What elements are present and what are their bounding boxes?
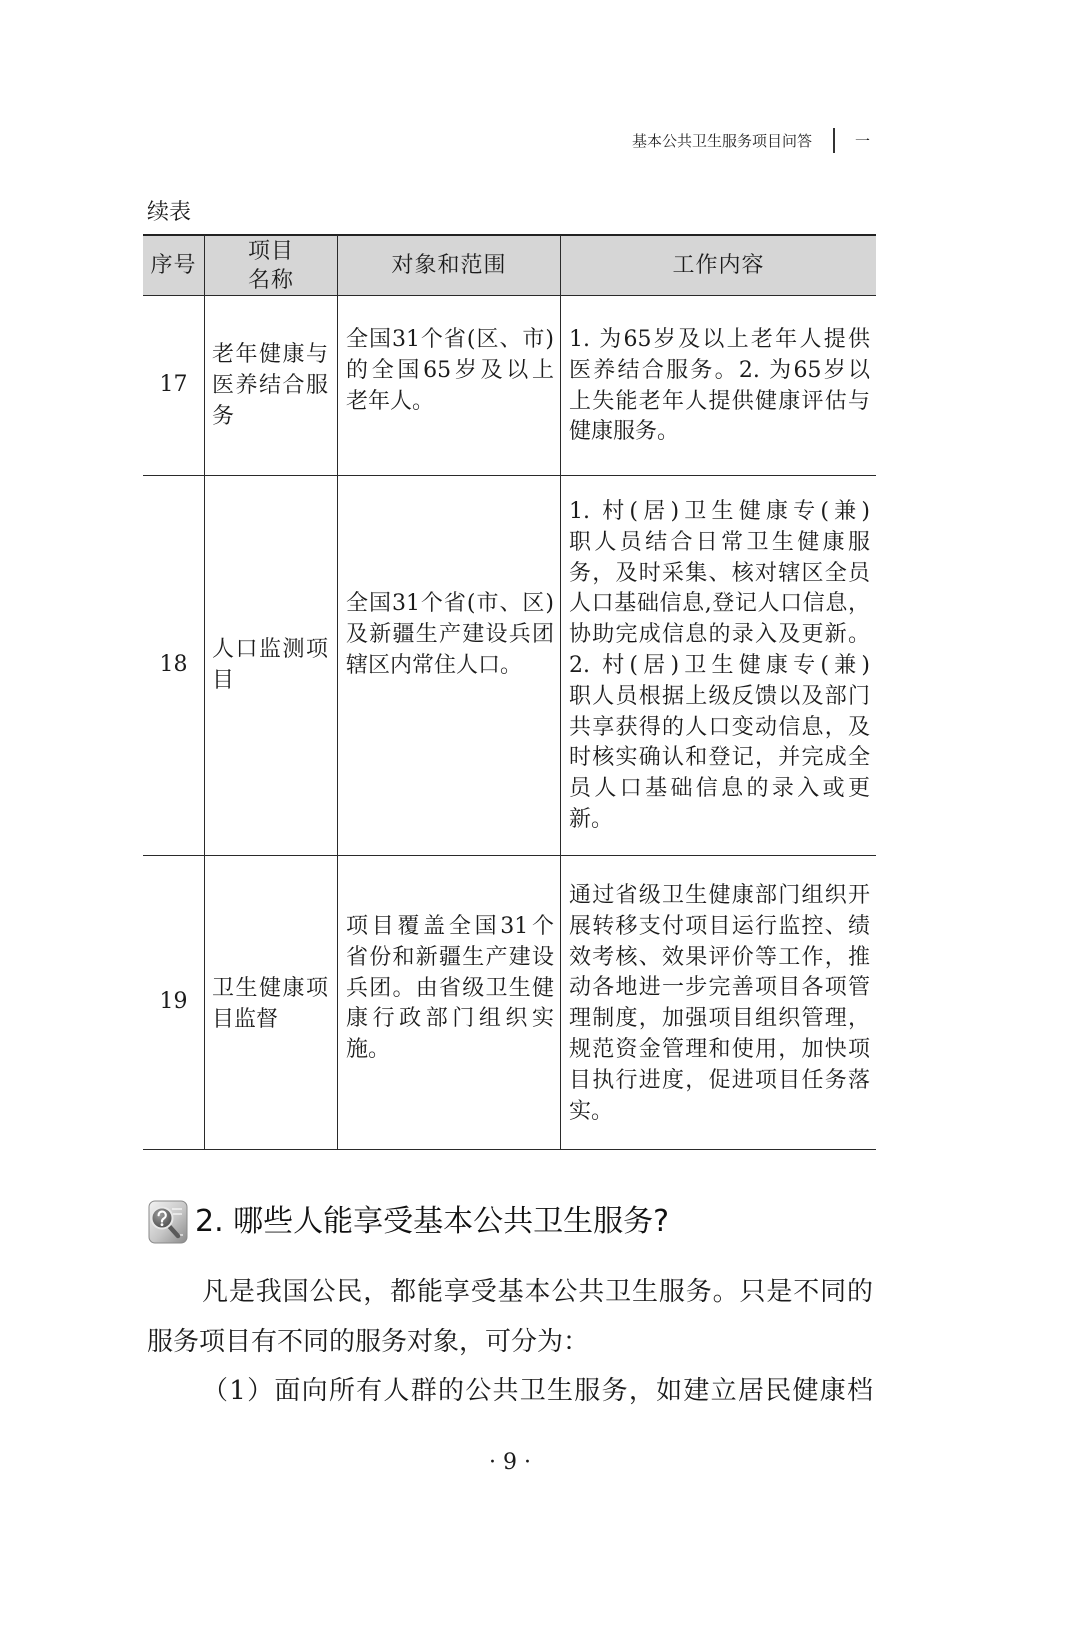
work-line: 1. 村(居)卫生健康专(兼) (569, 499, 870, 524)
body-line: 服务项目有不同的服务对象，可分为： (147, 1326, 590, 1357)
scope-line: 及新疆生产建设兵团 (346, 621, 554, 647)
work-line: 1. 为65岁及以上老年人提供 (569, 327, 870, 352)
work-line: 时核实确认和登记，并完成全 (569, 745, 870, 771)
work-line: 协助完成信息的录入及更新。 (569, 622, 870, 648)
body-line: 凡是我国公民，都能享受基本公共卫生服务。只是不同的 (202, 1277, 873, 1307)
question-magnifier-icon-graphic (145, 1198, 191, 1246)
work-line: 职人员结合日常卫生健康服 (569, 529, 870, 555)
project-name-line: 目监督 (212, 1006, 279, 1032)
row-number-cell (143, 476, 205, 856)
project-name-line: 务 (212, 403, 235, 429)
section-heading (145, 1198, 705, 1246)
body-paragraph (147, 1268, 873, 1417)
header-no (143, 234, 205, 296)
project-name-cell (205, 476, 338, 856)
header-name-line: 名称 (247, 267, 294, 293)
header-name-line: 项目 (247, 238, 294, 264)
scope-line: 项目覆盖全国31个 (346, 914, 554, 939)
work-line: 医养结合服务。2. 为65岁以 (569, 357, 870, 383)
body-line: （1）面向所有人群的公共卫生服务，如建立居民健康档 (202, 1376, 873, 1406)
row-number: 18 (159, 652, 188, 678)
project-name-line: 医养结合服 (212, 372, 328, 398)
work-line: 健康服务。 (569, 419, 680, 445)
project-name-cell (205, 296, 338, 476)
scope-line: 的全国65岁及以上 (346, 357, 554, 383)
scope-cell (338, 476, 561, 856)
work-content-cell (561, 856, 876, 1150)
work-content-cell (561, 296, 876, 476)
work-line: 人口基础信息,登记人口信息， (569, 591, 870, 617)
work-line: 实。 (569, 1098, 614, 1124)
scope-line: 全国31个省(市、区) (346, 591, 554, 616)
project-name-line: 目 (212, 667, 235, 693)
table-body (143, 296, 876, 1150)
scope-line: 全国31个省(区、市) (346, 327, 554, 352)
work-line: 通过省级卫生健康部门组织开 (569, 883, 870, 908)
table-row (143, 296, 876, 476)
scope-cell (338, 296, 561, 476)
section-heading-title: 2. 哪些人能享受基本公共卫生服务? (195, 1204, 670, 1239)
scope-line: 康行政部门组织实 (346, 1006, 554, 1032)
work-line: 目执行进度，促进项目任务落 (569, 1067, 870, 1093)
page-number: · 9 · (489, 1450, 531, 1475)
header-no-label: 序号 (150, 253, 197, 278)
work-line: 理制度，加强项目组织管理， (569, 1006, 870, 1032)
scope-line: 辖区内常住人口。 (346, 652, 523, 678)
table-header (143, 234, 876, 296)
row-number-cell (143, 296, 205, 476)
work-line: 效考核、效果评价等工作，推 (569, 944, 870, 970)
work-line: 展转移支付项目运行监控、绩 (569, 913, 870, 939)
table-row (143, 856, 876, 1150)
row-number: 19 (159, 989, 188, 1015)
scope-cell (338, 856, 561, 1150)
work-line: 规范资金管理和使用，加快项 (569, 1036, 870, 1062)
running-head-title: 基本公共卫生服务项目问答 (632, 132, 813, 150)
scope-line: 施。 (346, 1037, 391, 1063)
header-scope-label: 对象和范围 (391, 253, 507, 278)
work-line: 职人员根据上级反馈以及部门 (569, 683, 870, 709)
table-caption: 续表 (147, 200, 192, 225)
project-name-line: 老年健康与 (212, 342, 328, 367)
project-name-line: 人口监测项 (212, 637, 328, 662)
header-name (205, 234, 338, 296)
question-magnifier-icon (145, 1198, 191, 1246)
scope-line: 兵团。由省级卫生健 (346, 975, 554, 1001)
running-head-divider (833, 128, 835, 153)
work-line: 新。 (569, 806, 614, 832)
header-work-label: 工作内容 (672, 253, 765, 278)
running-head (632, 128, 882, 154)
project-name-line: 卫生健康项 (212, 976, 328, 1001)
header-scope (338, 234, 561, 296)
work-line: 动各地进一步完善项目各项管 (569, 975, 870, 1001)
header-work (561, 234, 876, 296)
work-line: 2. 村(居)卫生健康专(兼) (569, 652, 870, 678)
running-head-chapter-mark: 一 (855, 132, 871, 150)
scope-line: 省份和新疆生产建设 (346, 944, 554, 970)
table-header-row (143, 234, 876, 296)
project-name-cell (205, 856, 338, 1150)
row-number-cell (143, 856, 205, 1150)
scope-line: 老年人。 (346, 388, 435, 414)
table-row (143, 476, 876, 856)
work-line: 上失能老年人提供健康评估与 (569, 388, 870, 414)
project-table (143, 234, 876, 1150)
work-line: 务，及时采集、核对辖区全员 (569, 560, 870, 586)
row-number: 17 (159, 372, 188, 398)
work-content-cell (561, 476, 876, 856)
work-line: 员人口基础信息的录入或更 (569, 776, 870, 802)
work-line: 共享获得的人口变动信息，及 (569, 714, 870, 740)
